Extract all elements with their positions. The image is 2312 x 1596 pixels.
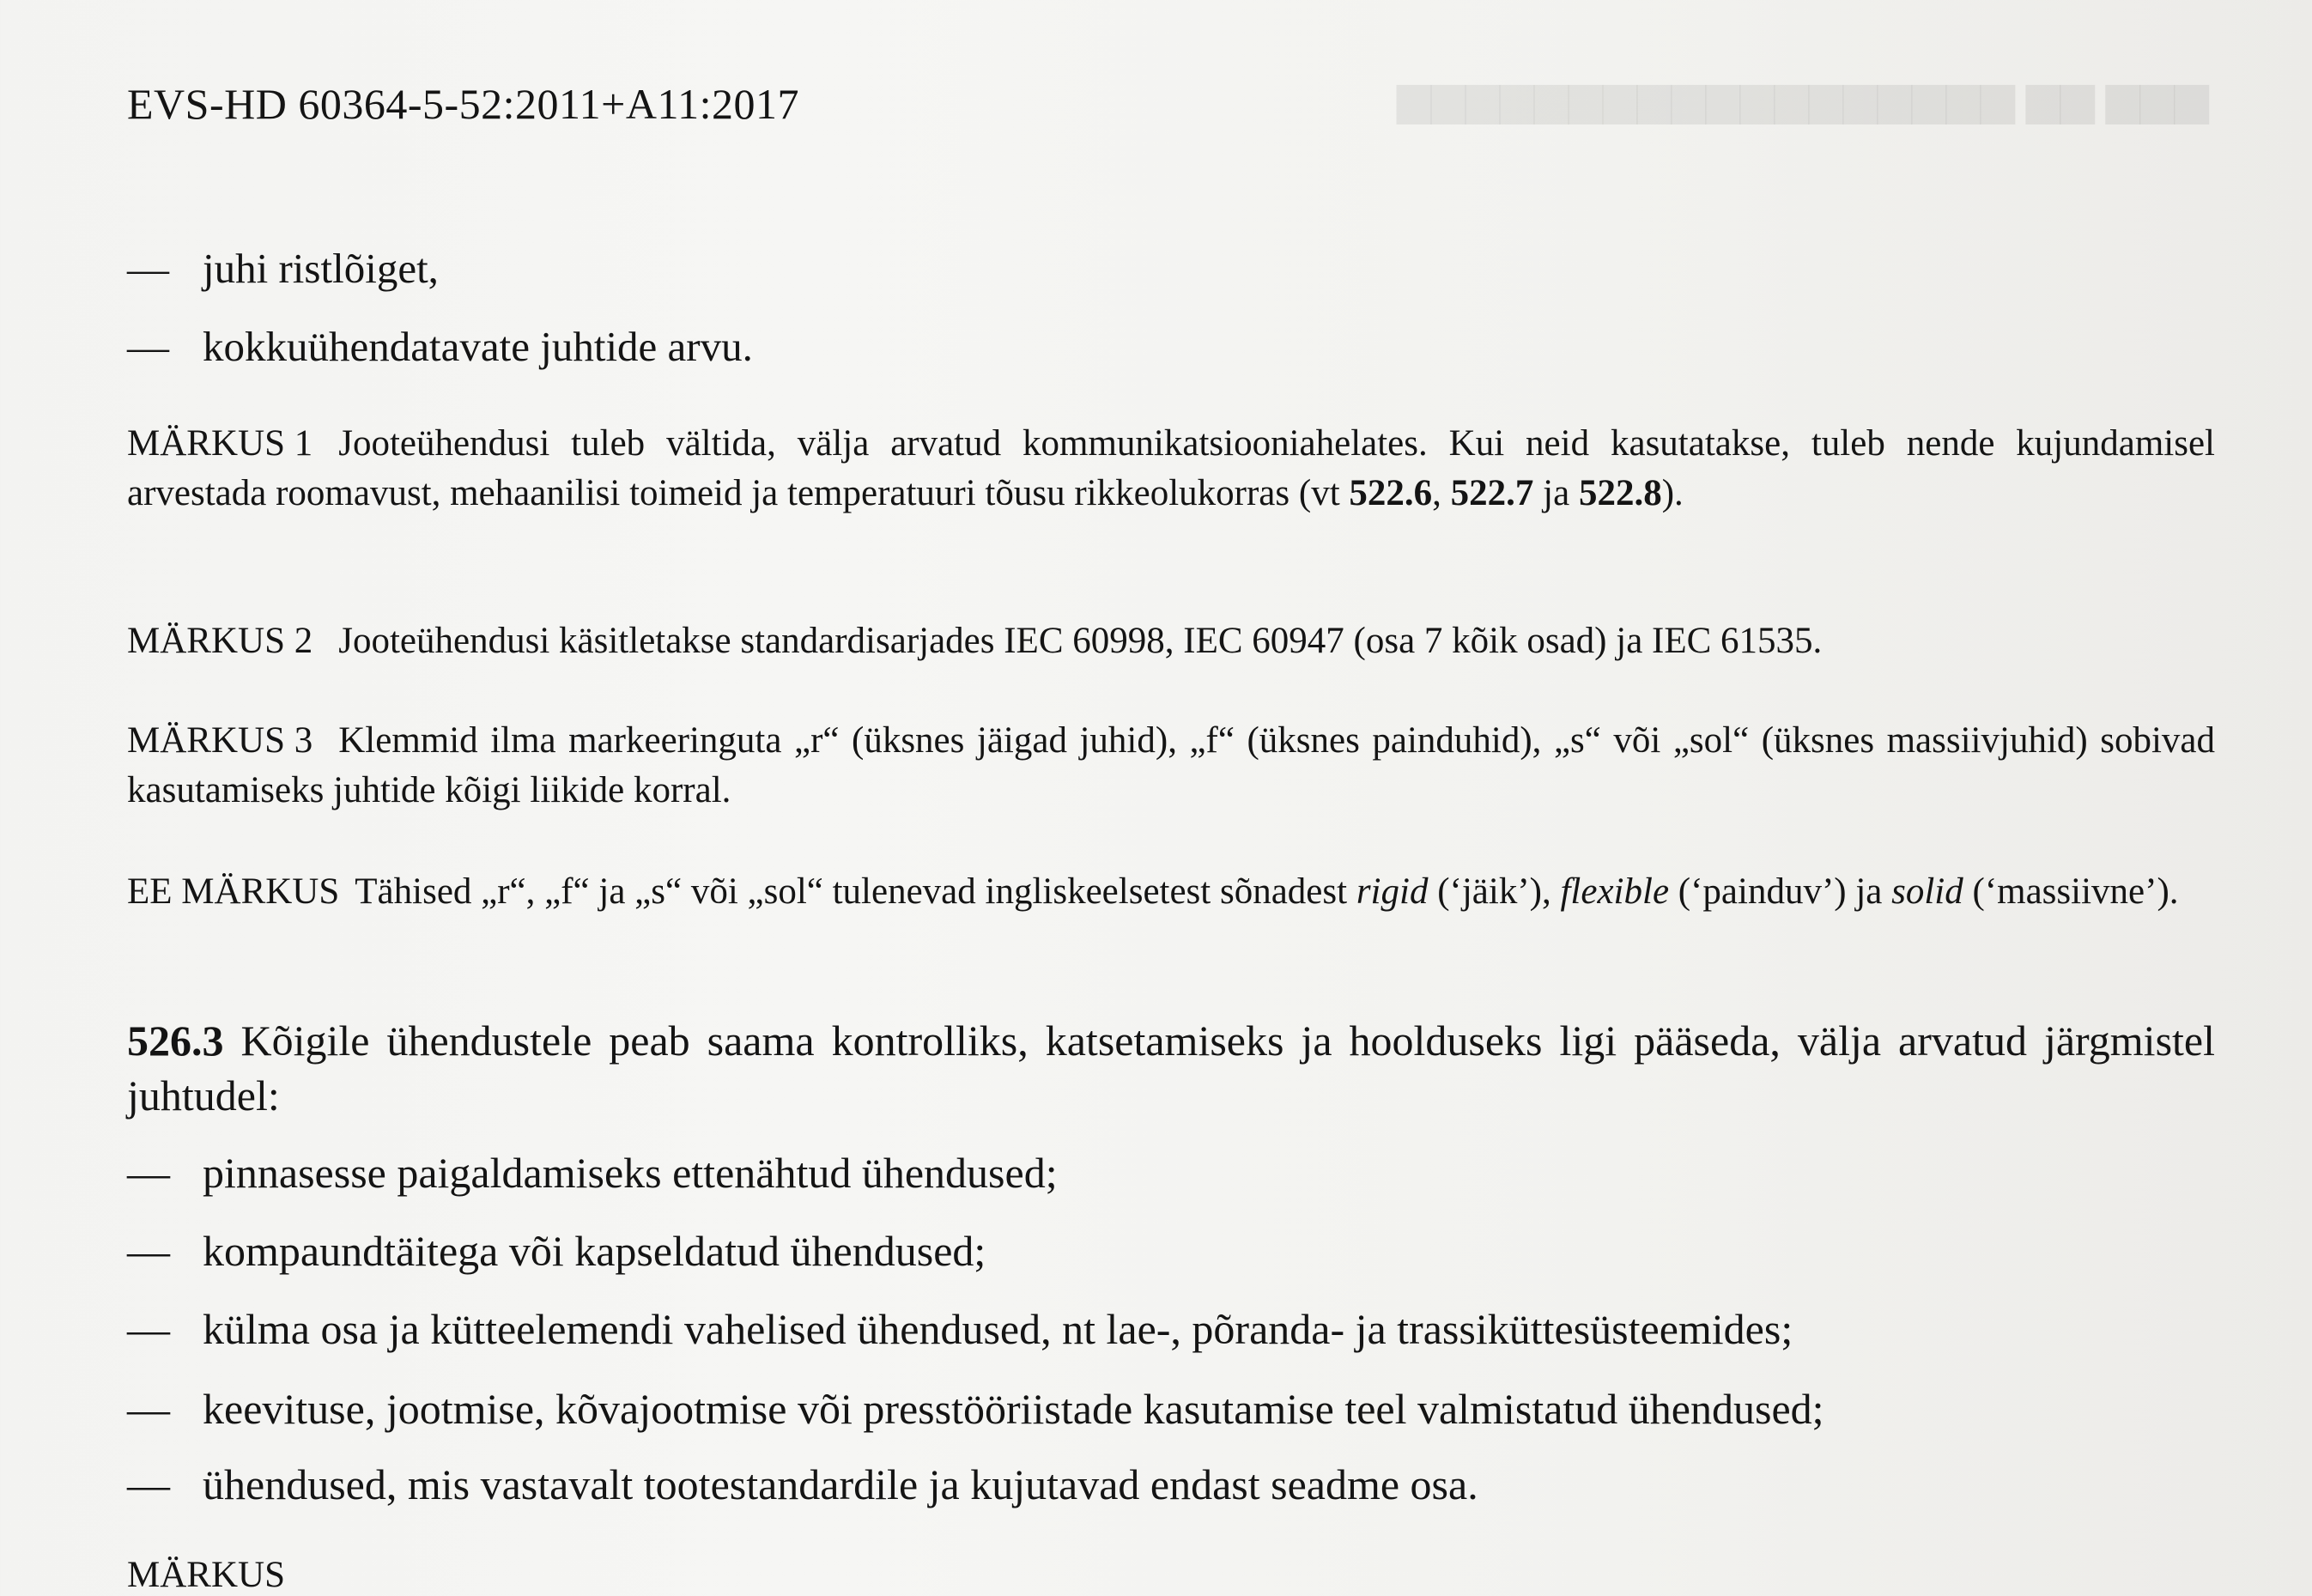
section-number: 526.3 (127, 1016, 224, 1065)
note-2: MÄRKUS 2 Jooteühendusi käsitletakse standardisarjades IEC 60998, IEC 60947 (osa 7 kõik osad) ja IEC 61535. (127, 616, 2215, 666)
list-item: — ühendused, mis vastavalt tootestandardile ja kujutavad endast seadme osa. (127, 1460, 1478, 1508)
list-item: — pinnasesse paigaldamiseks ettenähtud ühendused; (127, 1149, 1058, 1197)
list-item: — kokkuühendatavate juhtide arvu. (127, 323, 753, 370)
cut-off-line: MÄRKUS (127, 1555, 285, 1595)
note-3: MÄRKUS 3 Klemmid ilma markeeringuta „r“ (üksnes jäigad juhid), „f“ (üksnes painduhid), „s“ või „sol“ (üksnes massiivjuhid) sobivad kasutamiseks juhtide kõigi liikide korral. (127, 716, 2215, 816)
clause-ref: 522.7 (1450, 473, 1534, 513)
list-item: — kompaundtäitega või kapseldatud ühendused; (127, 1227, 986, 1275)
clause-ref: 522.6 (1349, 473, 1433, 513)
section-526-3: 526.3 Kõigile ühendustele peab saama kontrolliks, katsetamiseks ja hoolduseks ligi pääseda, välja arvatud järgmistel juhtudel: (127, 1016, 2216, 1120)
list-item: — külma osa ja kütteelemendi vahelised ühendused, nt lae-, põranda- ja trassiküttesüsteemides; (127, 1305, 1793, 1353)
document-page (127, 0, 2216, 1595)
list-item: — juhi ristlõiget, (127, 245, 439, 292)
list-item: — keevituse, jootmise, kõvajootmise või presstööriistade kasutamise teel valmistatud ühendused; (127, 1385, 1824, 1433)
document-header: EVS-HD 60364-5-52:2011+A11:2017 (127, 80, 800, 128)
note-label: MÄRKUS 2 (127, 621, 313, 661)
ee-note: EE MÄRKUS Tähised „r“, „f“ ja „s“ või „sol“ tulenevad ingliskeelsetest sõnadest rigid (‘jäik’), flexible (‘painduv’) ja solid (‘massiivne’). (127, 867, 2215, 917)
note-1: MÄRKUS 1 Jooteühendusi tuleb vältida, välja arvatud kommunikatsiooniahelates. Kui neid kasutatakse, tuleb nende kujundamisel arvestada roomavust, mehaanilisi toimeid ja temperatuuri tõusu rikkeolukorras (vt 522.6, 522.7 ja 522.8). (127, 419, 2215, 519)
note-label: MÄRKUS 1 (127, 423, 313, 464)
note-label: EE MÄRKUS (127, 871, 340, 912)
note-label: MÄRKUS 3 (127, 720, 313, 761)
clause-ref: 522.8 (1578, 473, 1662, 513)
bleed-through-text: ▆▆▆ ▆▆ ▆▆▆▆▆▆▆▆▆▆▆▆▆▆▆▆▆▆ (1397, 75, 2209, 124)
